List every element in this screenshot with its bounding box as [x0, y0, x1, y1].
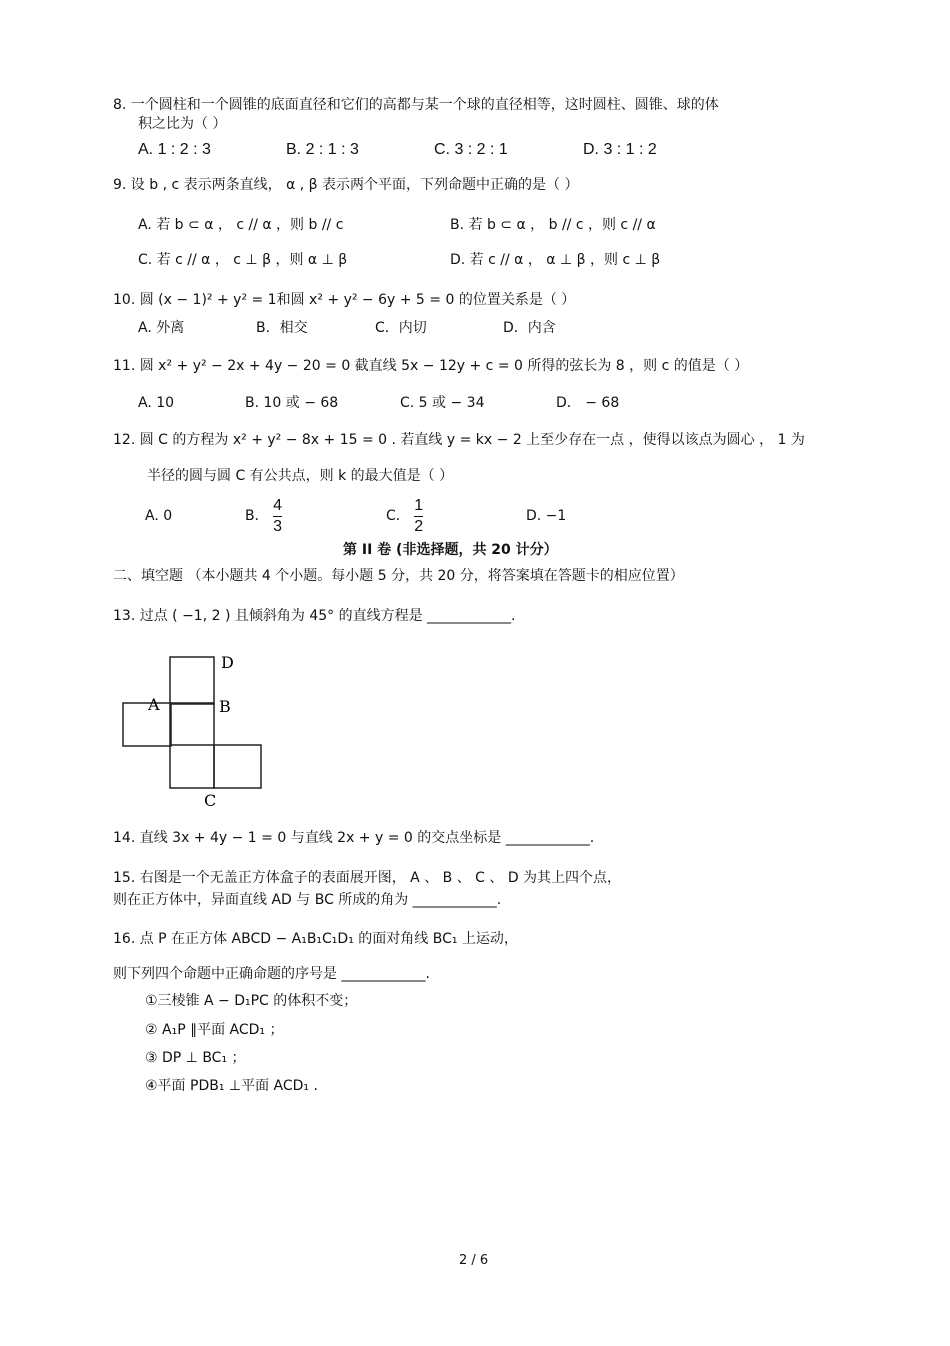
q10-option-b: B．相交 [256, 320, 308, 336]
q12-option-c-fraction [414, 497, 423, 536]
q11-option-b: B. 10 或 − 68 [245, 395, 339, 411]
figure-label-b: B [219, 697, 231, 716]
q12-option-d: D. −1 [526, 508, 567, 524]
q10-option-c: C．内切 [375, 320, 427, 336]
q8-option-d: D. 3 : 1 : 2 [583, 141, 657, 158]
q12-option-c-numerator: 1 [414, 496, 424, 514]
q12-option-b-fraction [273, 497, 282, 536]
q11-option-a: A. 10 [138, 395, 175, 411]
q9-option-b: B. 若 b ⊂ α ， b // c ，则 c // α [450, 217, 656, 233]
q8-option-c: C. 3 : 2 : 1 [434, 141, 508, 158]
q15-line1: 15. 右图是一个无盖正方体盒子的表面展开图， A 、 B 、 C 、 D 为其上四个点， [113, 870, 622, 886]
q9-option-c: C. 若 c // α ， c ⊥ β ，则 α ⊥ β [138, 252, 348, 268]
q12-stem-line2: 半径的圆与圆 C 有公共点，则 k 的最大值是（ ） [147, 468, 454, 484]
q12-option-c-denominator: 2 [414, 517, 424, 535]
q8-option-a: A. 1 : 2 : 3 [138, 141, 211, 158]
q12-option-c-label: C． [386, 508, 410, 524]
figure-label-d: D [221, 653, 234, 672]
fill-in-instructions: 二、填空题 （本小题共 4 个小题。每小题 5 分，共 20 分，将答案填在答题卡的相应位置） [113, 568, 684, 584]
q12-option-b [245, 494, 282, 538]
q10-option-a: A. 外离 [138, 320, 185, 336]
q11-option-c: C. 5 或 − 34 [400, 395, 485, 411]
q9-stem: 9. 设 b , c 表示两条直线， α , β 表示两个平面，下列命题中正确的是（ ） [113, 177, 579, 193]
q16-item-2: ② A₁P ∥平面 ACD₁ ； [145, 1022, 284, 1038]
cube-net-figure [115, 650, 275, 810]
q10-stem: 10. 圆 (x − 1)² + y² = 1和圆 x² + y² − 6y + 5 = 0 的位置关系是（ ） [113, 292, 576, 308]
q16-line1: 16. 点 P 在正方体 ABCD − A₁B₁C₁D₁ 的面对角线 BC₁ 上运动， [113, 931, 518, 947]
q8-stem-line1: 8. 一个圆柱和一个圆锥的底面直径和它们的高都与某一个球的直径相等，这时圆柱、圆锥、球的体 [113, 97, 719, 113]
q14: 14. 直线 3x + 4y − 1 = 0 与直线 2x + y = 0 的交点坐标是 ____________. [113, 830, 595, 846]
q9-option-a: A. 若 b ⊂ α ， c // α ，则 b // c [138, 217, 344, 233]
q12-option-a: A. 0 [145, 508, 173, 524]
q16-item-4: ④平面 PDB₁ ⊥平面 ACD₁ . [145, 1078, 318, 1094]
q16-item-1: ①三棱锥 A − D₁PC 的体积不变； [145, 993, 358, 1009]
q16-line2: 则下列四个命题中正确命题的序号是 ____________. [113, 966, 430, 982]
figure-label-c: C [204, 791, 217, 810]
q13: 13. 过点 ( −1, 2 ) 且倾斜角为 45° 的直线方程是 ____________. [113, 608, 516, 624]
q8-option-b: B. 2 : 1 : 3 [286, 141, 359, 158]
q11-option-d: D． − 68 [556, 395, 620, 411]
page-number: 2 / 6 [459, 1253, 489, 1268]
q16-item-3: ③ DP ⊥ BC₁ ； [145, 1050, 246, 1066]
q12-option-b-denominator: 3 [273, 517, 282, 535]
q12-stem-line1: 12. 圆 C 的方程为 x² + y² − 8x + 15 = 0 . 若直线 y = kx − 2 上至少存在一点 ，使得以该点为圆心 ， 1 为 [113, 432, 805, 448]
q9-option-d: D. 若 c // α ， α ⊥ β ，则 c ⊥ β [450, 252, 661, 268]
q12-option-b-label: B． [245, 508, 269, 524]
figure-label-a: A [148, 695, 160, 714]
q10-option-d: D．内含 [503, 320, 556, 336]
q12-option-c [386, 494, 423, 538]
q8-stem-line2: 积之比为（ ） [138, 116, 227, 132]
q12-option-b-numerator: 4 [273, 496, 282, 514]
q15-line2: 则在正方体中，异面直线 AD 与 BC 所成的角为 ____________. [113, 892, 502, 908]
section-2-header: 第 II 卷 (非选择题，共 20 计分） [343, 542, 558, 558]
q11-stem: 11. 圆 x² + y² − 2x + 4y − 20 = 0 截直线 5x − 12y + c = 0 所得的弦长为 8 ，则 c 的值是（ ） [113, 358, 749, 374]
